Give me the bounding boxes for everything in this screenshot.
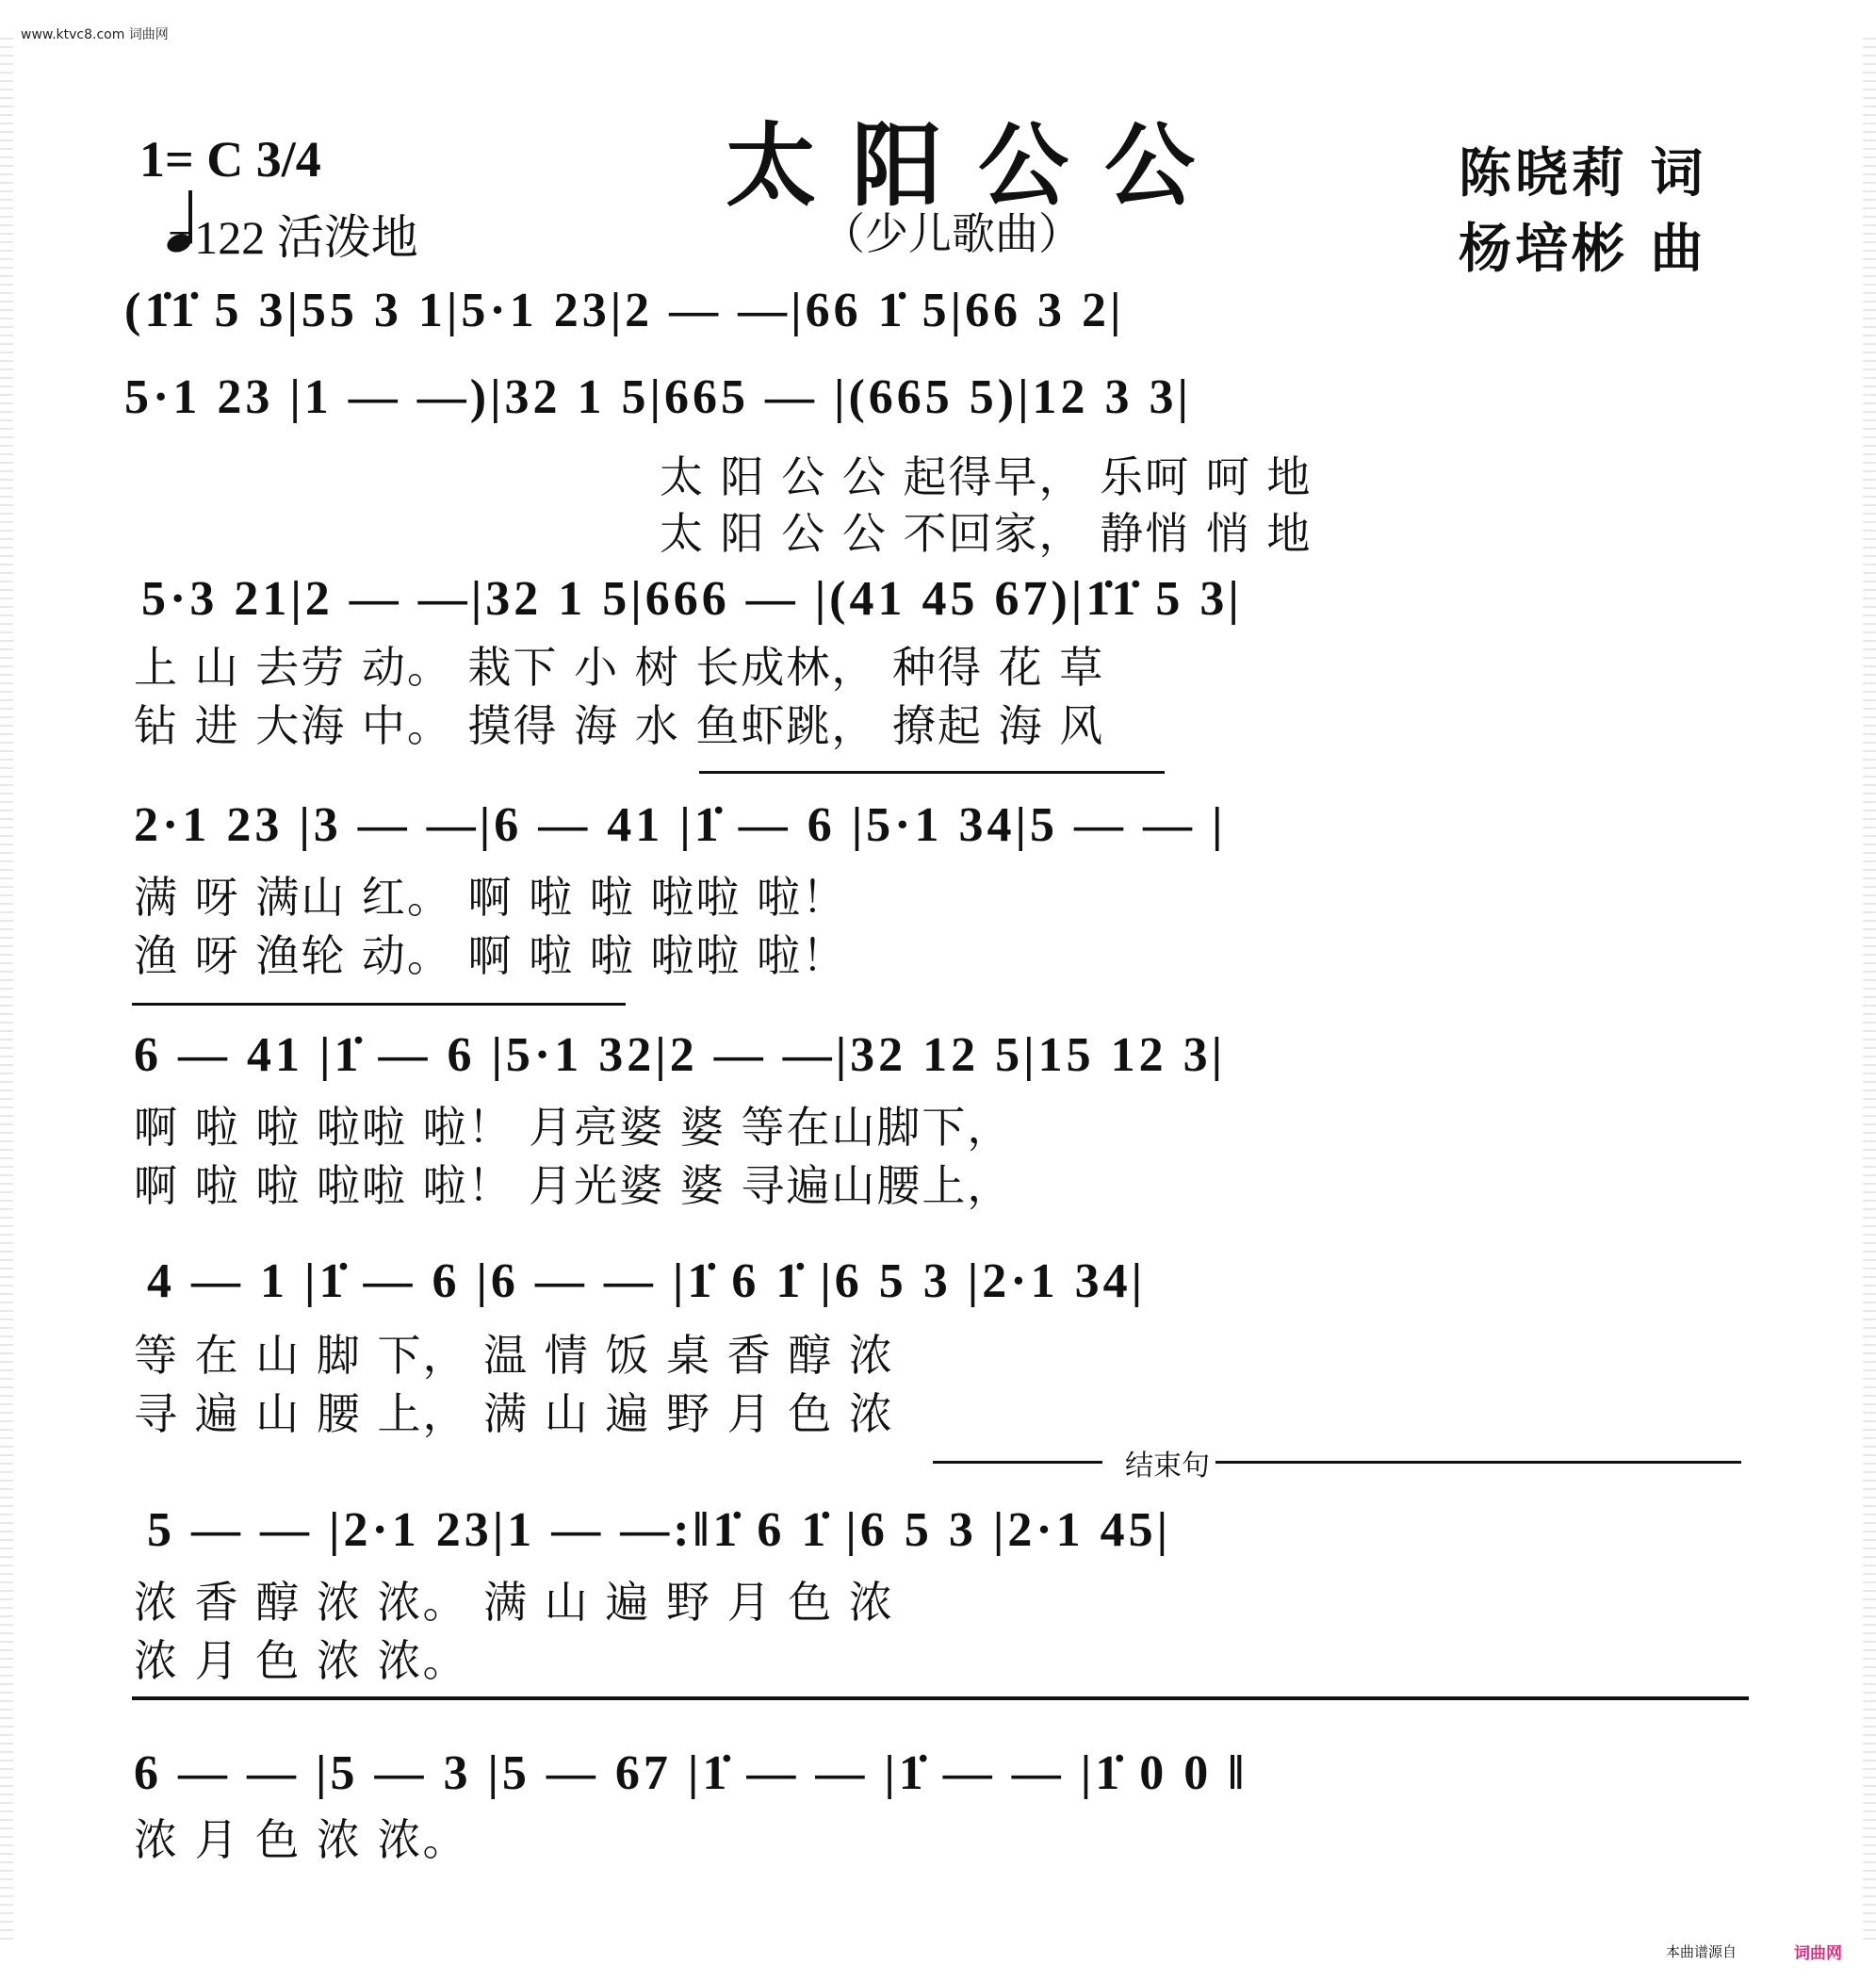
- score-line-3: 5·3 21|2 — —|32 1 5|666 — |(41 45 67)|1̇1̇ 5 3|: [141, 572, 1243, 626]
- tempo-marking: =122 活泼地: [168, 211, 418, 264]
- lyrics-6-verse-2: 寻 遍 山 腰 上， 满 山 遍 野 月 色 浓: [134, 1388, 894, 1439]
- site-url: www.ktvc8.com 词曲网: [21, 27, 169, 42]
- ending-label: 结束句: [1125, 1450, 1210, 1482]
- score-line-8: 6 — — |5 — 3 |5 — 67 |1̇ — — |1̇ — — |1̇ 0 0 ‖: [134, 1746, 1248, 1800]
- lyrics-5-verse-1: 啊 啦 啦 啦啦 啦！ 月亮婆 婆 等在山脚下，: [134, 1102, 1013, 1153]
- lyrics-2-verse-1: 太 阳 公 公 起得早， 乐呵 呵 地: [660, 451, 1313, 502]
- score-line-4: 2·1 23 |3 — —|6 — 41 |1̇ — 6 |5·1 34|5 — — |: [134, 798, 1227, 852]
- source-note: 本曲谱源自: [1665, 1943, 1737, 1960]
- song-subtitle: （少儿歌曲）: [822, 208, 1082, 259]
- score-line-2: 5·1 23 |1 — —)|32 1 5|665 — |(665 5)|12 3 3|: [124, 370, 1192, 424]
- key-signature: 1= C 3/4: [139, 131, 321, 188]
- lyrics-6-verse-1: 等 在 山 脚 下， 温 情 饭 桌 香 醇 浓: [134, 1330, 894, 1381]
- slur-line: [132, 1003, 626, 1006]
- lyrics-3-verse-2: 钻 进 大海 中。 摸得 海 水 鱼虾跳， 撩起 海 风: [134, 700, 1105, 751]
- ending-bracket-right: [1215, 1461, 1741, 1464]
- score-line-6: 4 — 1 |1̇ — 6 |6 — — |1̇ 6 1̇ |6 5 3 |2·1 34|: [147, 1254, 1147, 1308]
- lyricist-credit: 陈晓莉 词: [1459, 143, 1707, 205]
- lyrics-2-verse-2: 太 阳 公 公 不回家， 静悄 悄 地: [660, 508, 1313, 559]
- score-line-7: 5 — — |2·1 23|1 — —:‖1̇ 6 1̇ |6 5 3 |2·1 45|: [147, 1503, 1172, 1557]
- score-line-1: (1̇1̇ 5 3|55 3 1|5·1 23|2 — —|66 1̇ 5|66 3 2|: [124, 284, 1125, 337]
- right-watermark-strip: [1863, 38, 1876, 1944]
- lyrics-7-verse-2: 浓 月 色 浓 浓。: [134, 1635, 468, 1686]
- song-title: 太阳公公: [726, 113, 1231, 219]
- lyrics-4-verse-2: 渔 呀 渔轮 动。 啊 啦 啦 啦啦 啦！: [134, 930, 847, 981]
- slur-line: [699, 771, 1165, 774]
- composer-credit: 杨培彬 曲: [1459, 219, 1707, 280]
- section-rule: [132, 1696, 1749, 1700]
- lyrics-4-verse-1: 满 呀 满山 红。 啊 啦 啦 啦啦 啦！: [134, 872, 847, 923]
- left-watermark-strip: [0, 38, 13, 1944]
- brand-logo: 词曲网: [1794, 1944, 1842, 1963]
- score-line-5: 6 — 41 |1̇ — 6 |5·1 32|2 — —|32 12 5|15 12 3|: [134, 1028, 1227, 1082]
- lyrics-8: 浓 月 色 浓 浓。: [134, 1814, 468, 1865]
- ending-bracket-left: [933, 1461, 1102, 1464]
- lyrics-3-verse-1: 上 山 去劳 动。 栽下 小 树 长成林， 种得 花 草: [134, 642, 1105, 693]
- lyrics-7-verse-1: 浓 香 醇 浓 浓。 满 山 遍 野 月 色 浓: [134, 1577, 894, 1628]
- lyrics-5-verse-2: 啊 啦 啦 啦啦 啦！ 月光婆 婆 寻遍山腰上，: [134, 1160, 1013, 1211]
